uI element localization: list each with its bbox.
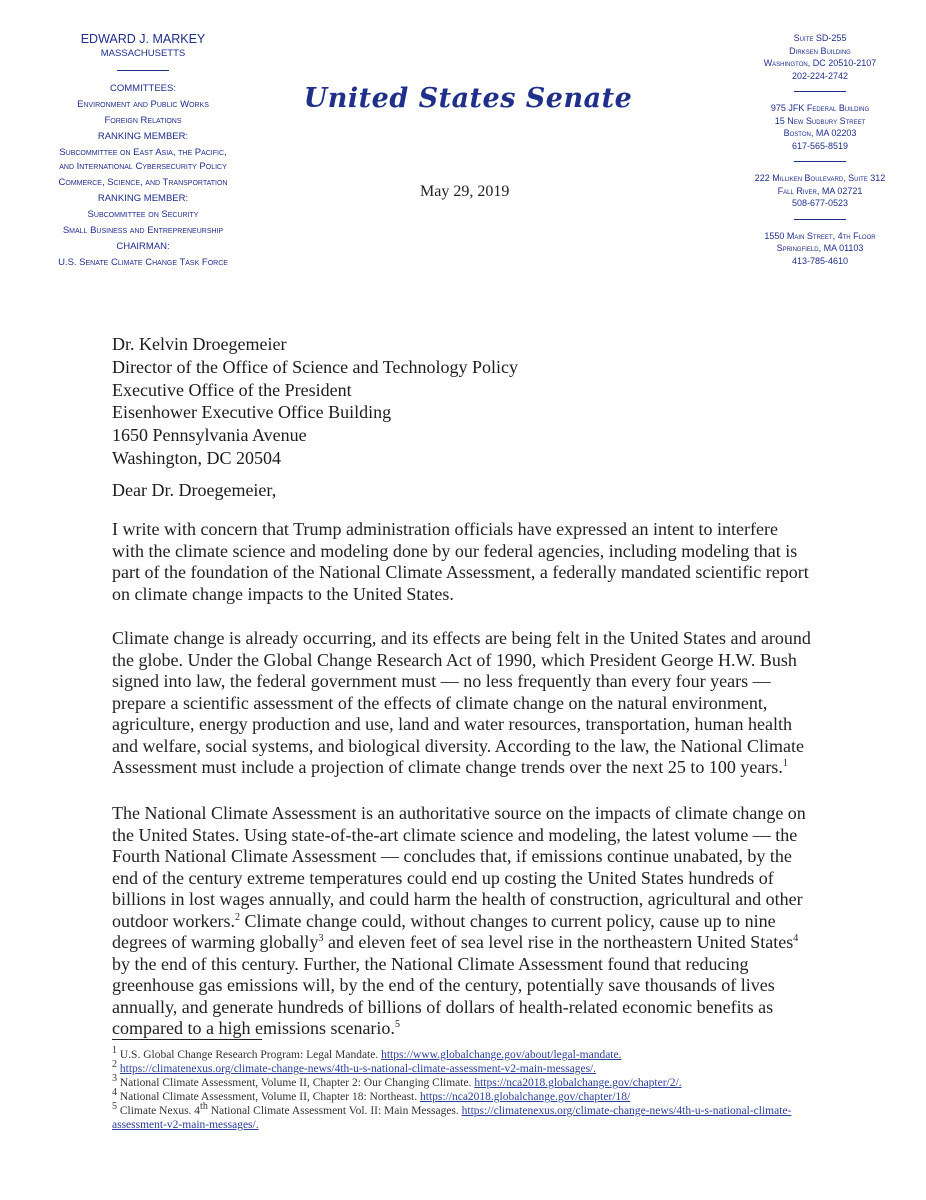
footnote-text: National Climate Assessment, Volume II, Chapter 2: Our Changing Climate.	[119, 1077, 475, 1089]
address-line: Washington, DC 20510-2107	[763, 58, 877, 68]
footnote-ref[interactable]: 5	[394, 1019, 400, 1030]
addressee-block	[112, 333, 518, 470]
footnote-text: National Climate Assessment, Volume II, Chapter 18: Northeast.	[119, 1091, 421, 1103]
addressee-line: Executive Office of the President	[112, 379, 352, 400]
committee-line: Commerce, Science, and Transportation	[58, 177, 228, 188]
footnote-divider	[112, 1039, 262, 1040]
committee-line: Subcommittee on Security	[87, 209, 199, 220]
address-line: Fall River, MA 02721	[777, 185, 863, 196]
footnote-ref[interactable]: 2	[234, 911, 240, 923]
paragraph-text: Climate change is already occurring, and its effects are being felt in the United States and around the globe. Under the Global Change Research Act of 1990, which President George H.W. Bush signed into law, the federal government must — no less frequently than every four years — prepare a scientific assessment of the effects of climate change on the natural environment, agriculture, energy production and use, land and water resources, transportation, human health and welfare, social systems, and biological diversity. According to the law, the National Climate Assessment must include a projection of climate change trends over the next 25 to 100 years.	[112, 628, 811, 777]
salutation: Dear Dr. Droegemeier,	[112, 480, 277, 500]
address-line: Boston, MA 02203	[783, 128, 857, 138]
body-paragraph-3	[112, 803, 812, 1040]
committee-role: RANKING MEMBER:	[97, 131, 189, 142]
committee-line: Foreign Relations	[104, 115, 182, 126]
committee-role: CHAIRMAN:	[116, 241, 170, 252]
footnote-ordinal: th	[200, 1101, 208, 1113]
address-line: Springfield, MA 01103	[776, 243, 864, 253]
addressee-line: Washington, DC 20504	[112, 447, 282, 468]
phone-number: 617-565-8519	[791, 140, 849, 151]
address-line: Suite SD-255	[793, 33, 847, 43]
footnote	[112, 1073, 812, 1090]
addressee-line: Dr. Kelvin Droegemeier	[112, 334, 287, 354]
paragraph-text: by the end of this century. Further, the National Climate Assessment found that reducing greenhouse gas emissions will, by the end of the century, potentially save thousands of lives annually, and generate hundreds of billions of dollars of health-related economic benefits as compared to a high emissions scenario.	[112, 953, 775, 1038]
paragraph-text: Climate change could, without changes to current policy, cause up to nine degrees of warming globally	[112, 910, 776, 952]
footnotes	[112, 1045, 812, 1132]
paragraph-text: and eleven feet of sea level rise in the northeastern United States	[323, 932, 794, 952]
footnote-link[interactable]: https://nca2018.globalchange.gov/chapter/2/.	[474, 1077, 682, 1089]
footnote	[112, 1045, 812, 1062]
committee-line: Environment and Public Works	[77, 99, 209, 110]
body-paragraph-1: I write with concern that Trump administration officials have expressed an intent to interfere with the climate science and modeling done by our federal agencies, including modeling that is part of the foundation of the National Climate Assessment, a federally mandated scientific report on climate change impacts to the United States.	[112, 519, 809, 604]
senator-state: MASSACHUSETTS	[100, 48, 186, 59]
footnote-number: 4	[112, 1087, 117, 1099]
footnote-number: 2	[112, 1059, 117, 1071]
footnote-text: National Climate Assessment Vol. II: Main Messages.	[207, 1105, 462, 1117]
footnote-text: U.S. Global Change Research Program: Legal Mandate.	[119, 1049, 382, 1061]
address-line: 15 New Sudbury Street	[774, 115, 866, 126]
footnote-link[interactable]: https://climatenexus.org/climate-change-news/4th-u-s-national-climate-assessment-v2-main-messages/.	[112, 1105, 792, 1131]
office-springfield	[722, 230, 918, 268]
footnote-ref[interactable]: 4	[793, 933, 799, 944]
phone-number: 508-677-0523	[791, 198, 849, 208]
divider	[794, 219, 846, 220]
letterhead-right	[722, 32, 918, 267]
footnote-link[interactable]: https://nca2018.globalchange.gov/chapter/18/	[420, 1091, 631, 1103]
footnote-number: 3	[112, 1073, 117, 1085]
senate-title: United States Senate	[303, 83, 633, 114]
addressee-line: Director of the Office of Science and Technology Policy	[112, 356, 518, 377]
phone-number: 413-785-4610	[791, 255, 849, 266]
letterhead-left	[30, 32, 256, 272]
footnote-number: 1	[112, 1045, 117, 1057]
office-boston	[722, 102, 918, 152]
committee-line: U.S. Senate Climate Change Task Force	[58, 257, 228, 268]
address-line: 222 Milliken Boulevard, Suite 312	[754, 173, 886, 183]
phone-number: 202-224-2742	[791, 70, 849, 81]
paragraph-text: The National Climate Assessment is an authoritative source on the impacts of climate change on the United States. Using state-of-the-art climate science and modeling, the latest volume — the Fourth National Climate Assessment — concludes that, if emissions continue unabated, by the end of the century extreme temperatures could end up costing the United States hundreds of billions in lost wages annually, and could harm the health of construction, agricultural and other outdoor workers.	[112, 803, 806, 931]
committee-line: and International Cybersecurity Policy	[59, 161, 227, 172]
committees-label: COMMITTEES:	[110, 83, 176, 94]
letter-date: May 29, 2019	[420, 183, 510, 200]
footnote	[112, 1101, 812, 1132]
footnote-ref[interactable]: 1	[782, 758, 788, 769]
address-line: 975 JFK Federal Building	[770, 103, 870, 113]
footnote	[112, 1059, 812, 1076]
footnote-link[interactable]: https://www.globalchange.gov/about/legal-mandate.	[381, 1049, 622, 1061]
committee-line: Small Business and Entrepreneurship	[62, 225, 224, 236]
divider	[794, 91, 846, 92]
footnote	[112, 1087, 812, 1104]
footnote-link[interactable]: https://climatenexus.org/climate-change-news/4th-u-s-national-climate-assessment-v2-main-messages/.	[119, 1063, 597, 1075]
footnote-text: Climate Nexus. 4	[119, 1105, 201, 1117]
committee-line: Subcommittee on East Asia, the Pacific,	[59, 147, 227, 158]
addressee-line: 1650 Pennsylvania Avenue	[112, 425, 307, 446]
address-line: 1550 Main Street, 4th Floor	[764, 230, 876, 241]
committee-role: RANKING MEMBER:	[97, 193, 189, 204]
divider	[117, 70, 169, 71]
divider	[794, 161, 846, 162]
footnote-ref[interactable]: 3	[318, 933, 324, 944]
addressee-line: Eisenhower Executive Office Building	[112, 402, 392, 423]
office-fall-river	[722, 172, 918, 210]
footnote-number: 5	[112, 1101, 117, 1113]
senator-name: EDWARD J. MARKEY	[80, 32, 206, 46]
address-line: Dirksen Building	[789, 45, 851, 56]
body-paragraph-2	[112, 628, 812, 779]
office-dc	[722, 32, 918, 82]
